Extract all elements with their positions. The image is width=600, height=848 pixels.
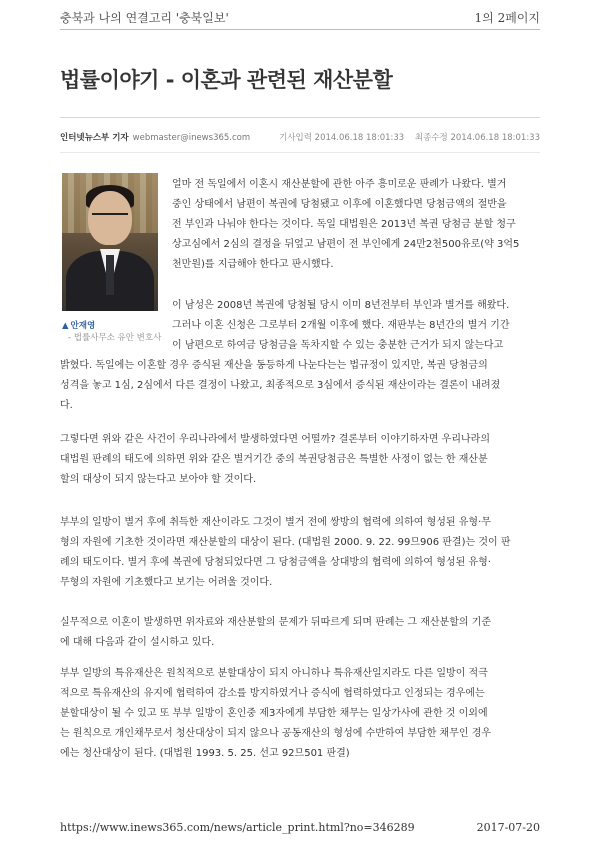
- text-line: 할의 대상이 되지 않는다고 보아야 할 것이다.: [60, 474, 257, 485]
- text-line: 무형의 자원에 기초했다고 보기는 어려울 것이다.: [60, 577, 273, 588]
- print-footer: [60, 821, 540, 837]
- text-line: 부부의 일방이 별거 후에 취득한 재산이라도 그것이 별거 전에 쌍방의 협력에 의하여 형성된 유형·무: [60, 517, 491, 528]
- text-line: 실무적으로 이혼이 발생하면 위자료와 재산분할의 문제가 뒤따르게 되며 판례는 그 재산분할의 기준: [60, 617, 492, 628]
- print-date: 2017-07-20: [476, 821, 540, 834]
- author-name: 인터넷뉴스부 기자: [60, 133, 129, 143]
- text-line: 례의 태도이다. 별거 후에 복권에 당첨되었다면 그 당첨금액을 상대방의 협력에 의하여 형성된 유형·: [60, 557, 491, 568]
- caption-name: 안재영: [70, 321, 96, 331]
- title-divider: [60, 117, 540, 118]
- text-line: 이 남성은 2008년 복권에 당첨될 당시 이미 8년전부터 부인과 별거를 해왔다.: [172, 300, 510, 311]
- text-line: 그러나 이혼 신청은 그로부터 2개월 이후에 했다. 재판부는 8년간의 별거 기간: [172, 320, 510, 331]
- text-line: 대법원 판례의 태도에 의하면 위와 같은 별거기간 중의 복권당첨금은 특별한 사정이 없는 한 재산분: [60, 454, 488, 465]
- text-line: 에는 청산대상이 된다. (대법원 1993. 5. 25. 선고 92므501 판결): [60, 748, 350, 759]
- article-title: 법률이야기 - 이혼과 관련된 재산분할: [60, 68, 393, 92]
- text-line: 적으로 특유재산의 유지에 협력하여 감소를 방지하였거나 증식에 협력하였다고 인정되는 경우에는: [60, 688, 485, 699]
- text-line: 는 원칙으로 개인채무로서 청산대상이 되지 않으나 공동재산의 형성에 수반하여 부담한 채무인 경우: [60, 728, 492, 739]
- paragraph-6: [60, 664, 491, 764]
- text-line: 그렇다면 위와 같은 사건이 우리나라에서 발생하였다면 어떨까? 결론부터 이야기하자면 우리나라의: [60, 434, 490, 445]
- paragraph-5: [60, 613, 491, 653]
- text-line: 다.: [60, 400, 73, 411]
- author-email[interactable]: webmaster@inews365.com: [132, 133, 251, 143]
- text-line: 천만원)를 지급해야 한다고 판시했다.: [172, 259, 334, 270]
- text-line: 얼마 전 독일에서 이혼시 재산분할에 관한 아주 흥미로운 판례가 나왔다. 별거: [172, 179, 507, 190]
- article-url[interactable]: https://www.inews365.com/news/article_print.html?no=346289: [60, 821, 415, 834]
- paragraph-4: [60, 513, 511, 593]
- text-line: 이 남편으로 하여금 당첨금을 독차지할 수 있는 충분한 근거가 되지 않는다고: [172, 340, 504, 351]
- modified-date: 최종수정 2014.06.18 18:01:33: [414, 133, 540, 143]
- paragraph-3: [60, 430, 490, 490]
- text-line: 전 부인과 나눠야 한다는 것이다. 독일 대법원은 2013년 복권 당첨금 분할 청구: [172, 219, 516, 230]
- byline: [60, 131, 540, 145]
- text-line: 밝혔다. 독일에는 이혼할 경우 증식된 재산을 동등하게 나눈다는는 법규정이 있지만, 복권 당첨금의: [60, 360, 488, 371]
- print-header: [60, 9, 540, 25]
- text-line: 에 대해 다음과 같이 설시하고 있다.: [60, 637, 215, 648]
- text-line: 중인 상태에서 남편이 복권에 당첨됐고 이후에 이혼했다면 당첨금액의 절반을: [172, 199, 507, 210]
- header-divider: [60, 29, 540, 30]
- text-line: 상고심에서 2심의 결정을 뒤엎고 남편이 전 부인에게 24만2천500유로(약 3억5: [172, 239, 520, 250]
- text-line: 분할대상이 될 수 있고 또 부부 일방이 혼인중 제3자에게 부담한 채무는 일상가사에 관한 것 이외에: [60, 708, 488, 719]
- author-photo: [62, 173, 158, 311]
- paragraph-2: [60, 296, 510, 416]
- paragraph-1: [172, 175, 519, 275]
- text-line: 부부 일방의 특유재산은 원칙적으로 분할대상이 되지 아니하나 특유재산일지라도 다른 일방이 적극: [60, 668, 488, 679]
- text-line: 성격을 놓고 1심, 2심에서 다른 결정이 나왔고, 최종적으로 3심에서 증식된 재산이라는 결론이 내려졌: [60, 380, 501, 391]
- caption-title: - 법률사무소 유안 변호사: [68, 333, 162, 343]
- text-line: 형의 자원에 기초한 것이라면 재산분할의 대상이 된다. (대법원 2000. 9. 22. 99므906 판결)는 것이 판: [60, 537, 511, 548]
- site-name: 충북과 나의 연결고리 '충북일보': [60, 11, 229, 25]
- triangle-icon: ▲: [62, 321, 69, 331]
- published-date: 기사입력 2014.06.18 18:01:33: [279, 133, 405, 143]
- page-info: 1의 2페이지: [474, 11, 540, 25]
- article-dates: [279, 131, 540, 143]
- byline-divider: [60, 152, 540, 153]
